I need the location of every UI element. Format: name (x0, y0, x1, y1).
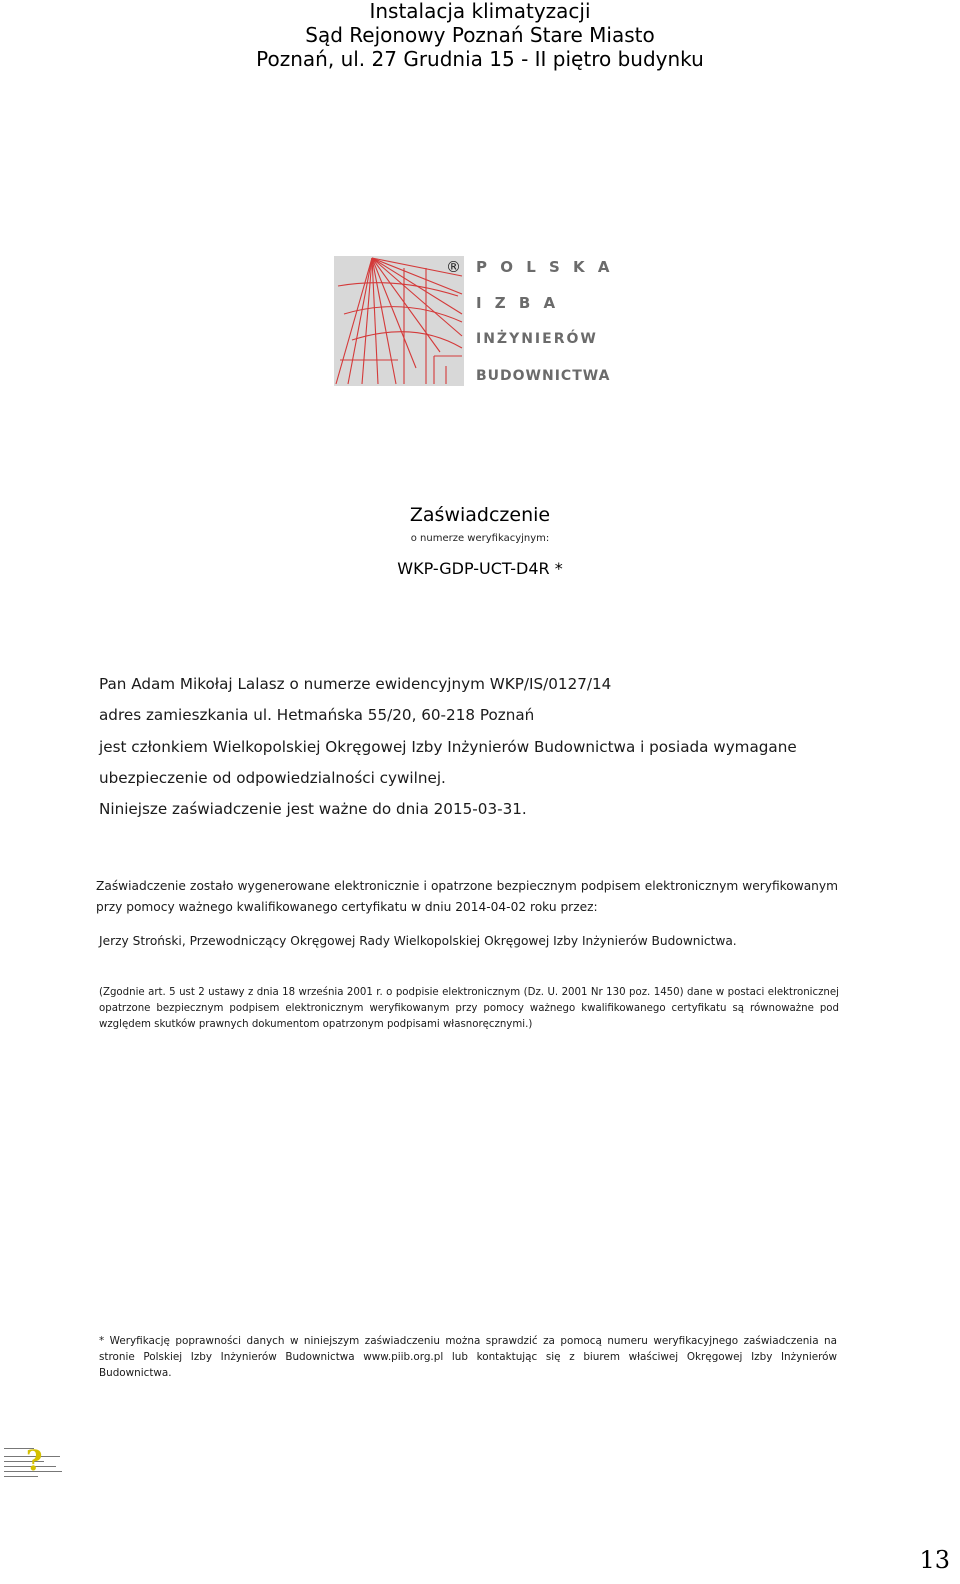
piib-logo (334, 256, 614, 388)
logo-word-izba: I Z B A (476, 294, 560, 312)
signature-question-icon: ? (26, 1444, 43, 1477)
logo-word-budownictwa: BUDOWNICTWA (476, 368, 611, 384)
signer-line: Jerzy Stroński, Przewodniczący Okręgowej Rady Wielkopolskiej Okręgowej Izby Inżynierów Budownictwa. (99, 934, 737, 948)
verification-code: WKP-GDP-UCT-D4R * (397, 559, 563, 578)
registered-mark: ® (446, 258, 461, 276)
address-line: adres zamieszkania ul. Hetmańska 55/20, 60-218 Poznań (99, 706, 535, 724)
validity-line: Niniejsze zaświadczenie jest ważne do dnia 2015-03-31. (99, 800, 527, 818)
logo-word-polska: P O L S K A (476, 258, 614, 276)
legal-note: (Zgodnie art. 5 ust 2 ustawy z dnia 18 września 2001 r. o podpisie elektronicznym (Dz. U. 2001 Nr 130 poz. 1450) dane w postaci elektronicznej opatrzone bezpiecznym podpisem elektronicznym weryfikowanym przy pomocy ważnego kwalifikowanego certyfikatu są równoważne pod względem skutków prawnych dokumentom opatrzonym podpisami własnoręcznymi.) (99, 987, 839, 1030)
certificate-subtitle: o numerze weryfikacyjnym: (410, 533, 550, 544)
piib-logo-mark-icon (334, 256, 464, 386)
verification-footnote: * Weryfikację poprawności danych w niniejszym zaświadczeniu można sprawdzić za pomocą numeru weryfikacyjnego zaświadczenia na stronie Polskiej Izby Inżynierów Budownictwa www.piib.org.pl lub kontaktując się z biurem właściwej Okręgowej Izby Inżynierów Budownictwa. (99, 1335, 837, 1379)
page-number: 13 (919, 1546, 950, 1574)
header-court: Sąd Rejonowy Poznań Stare Miasto (305, 23, 655, 47)
holder-line: Pan Adam Mikołaj Lalasz o numerze ewidencyjnym WKP/IS/0127/14 (99, 675, 612, 693)
certificate-title: Zaświadczenie (409, 504, 551, 526)
logo-word-inzynierow: INŻYNIERÓW (476, 331, 598, 347)
header-address: Poznań, ul. 27 Grudnia 15 - II piętro budynku (256, 47, 704, 71)
header-title: Instalacja klimatyzacji (369, 0, 591, 23)
insurance-line: ubezpieczenie od odpowiedzialności cywilnej. (99, 769, 446, 787)
signature-stamp (4, 1444, 84, 1480)
membership-line: jest członkiem Wielkopolskiej Okręgowej Izby Inżynierów Budownictwa i posiada wymagane (99, 738, 797, 756)
generated-paragraph: Zaświadczenie zostało wygenerowane elektronicznie i opatrzone bezpiecznym podpisem elektronicznym weryfikowanym przy pomocy ważnego kwalifikowanego certyfikatu w dniu 2014-04-02 roku przez: (96, 879, 838, 914)
